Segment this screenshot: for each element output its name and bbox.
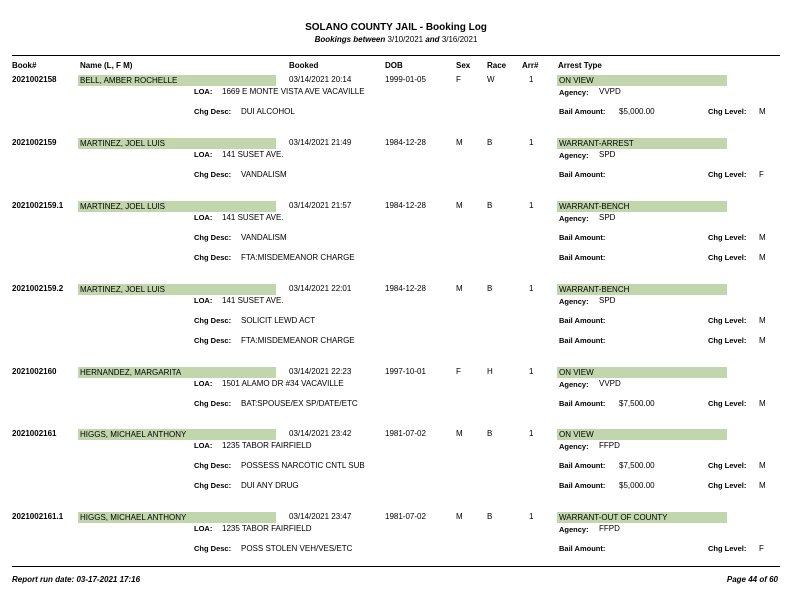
inmate-name: HERNANDEZ, MARGARITA — [78, 367, 276, 378]
col-header-race: Race — [487, 61, 507, 70]
report-subtitle — [0, 35, 792, 44]
bail-amount-label: Bail Amount: — [559, 461, 606, 470]
subtitle-prefix: Bookings between — [314, 35, 386, 44]
date-of-birth: 1984-12-28 — [385, 138, 426, 147]
date-of-birth: 1981-07-02 — [385, 429, 426, 438]
arrest-count: 1 — [529, 429, 534, 438]
date-of-birth: 1999-01-05 — [385, 75, 426, 84]
chg-level-value: M — [759, 316, 766, 325]
chg-desc-label: Chg Desc: — [194, 399, 232, 408]
booking-number: 2021002158 — [12, 75, 57, 84]
booked-datetime: 03/14/2021 23:47 — [289, 512, 352, 521]
agency-label: Agency: — [559, 442, 589, 451]
chg-desc-value: VANDALISM — [241, 233, 287, 242]
date-of-birth: 1984-12-28 — [385, 284, 426, 293]
footer-rule — [12, 566, 780, 567]
chg-desc-label: Chg Desc: — [194, 461, 232, 470]
agency-label: Agency: — [559, 380, 589, 389]
booked-datetime: 03/14/2021 22:01 — [289, 284, 352, 293]
booking-number: 2021002159.2 — [12, 284, 64, 293]
agency-value: SPD — [599, 296, 616, 305]
chg-desc-value: POSSESS NARCOTIC CNTL SUB — [241, 461, 365, 470]
date-of-birth: 1997-10-01 — [385, 367, 426, 376]
subtitle-and: and — [425, 35, 440, 44]
inmate-name: MARTINEZ, JOEL LUIS — [78, 284, 276, 295]
booked-datetime: 03/14/2021 21:49 — [289, 138, 352, 147]
agency-label: Agency: — [559, 151, 589, 160]
race: B — [487, 138, 493, 147]
chg-desc-value: BAT:SPOUSE/EX SP/DATE/ETC — [241, 399, 358, 408]
sex: M — [456, 201, 463, 210]
inmate-name: BELL, AMBER ROCHELLE — [78, 75, 276, 86]
agency-value: FFPD — [599, 441, 620, 450]
loa-label: LOA: — [194, 379, 213, 388]
arrest-type: WARRANT-BENCH — [557, 284, 727, 295]
agency-value: VVPD — [599, 379, 621, 388]
booked-datetime: 03/14/2021 20:14 — [289, 75, 352, 84]
chg-level-value: M — [759, 336, 766, 345]
arrest-type: ON VIEW — [557, 75, 727, 86]
booking-number: 2021002159 — [12, 138, 57, 147]
col-header-booked: Booked — [289, 61, 319, 70]
race: B — [487, 429, 493, 438]
chg-desc-label: Chg Desc: — [194, 170, 232, 179]
chg-desc-value: DUI ALCOHOL — [241, 107, 295, 116]
agency-label: Agency: — [559, 525, 589, 534]
chg-level-label: Chg Level: — [708, 461, 747, 470]
bail-amount-label: Bail Amount: — [559, 107, 606, 116]
race: B — [487, 201, 493, 210]
loa-value: 141 SUSET AVE. — [222, 213, 284, 222]
inmate-name: MARTINEZ, JOEL LUIS — [78, 201, 276, 212]
chg-level-label: Chg Level: — [708, 233, 747, 242]
bail-amount-label: Bail Amount: — [559, 233, 606, 242]
arrest-type: ON VIEW — [557, 429, 727, 440]
page-number: Page 44 of 60 — [726, 575, 778, 584]
agency-label: Agency: — [559, 297, 589, 306]
chg-level-value: M — [759, 253, 766, 262]
race: B — [487, 284, 493, 293]
chg-desc-label: Chg Desc: — [194, 107, 232, 116]
chg-level-value: F — [759, 170, 764, 179]
loa-label: LOA: — [194, 213, 213, 222]
chg-level-value: M — [759, 233, 766, 242]
sex: F — [456, 75, 461, 84]
report-title: SOLANO COUNTY JAIL - Booking Log — [305, 22, 487, 33]
report-run-date: Report run date: 03-17-2021 17:16 — [12, 575, 141, 584]
bail-amount-label: Bail Amount: — [559, 170, 606, 179]
arrest-count: 1 — [529, 201, 534, 210]
race: B — [487, 512, 493, 521]
sex: F — [456, 367, 461, 376]
chg-level-label: Chg Level: — [708, 107, 747, 116]
chg-level-label: Chg Level: — [708, 253, 747, 262]
sex: M — [456, 429, 463, 438]
bail-amount-label: Bail Amount: — [559, 336, 606, 345]
chg-desc-label: Chg Desc: — [194, 316, 232, 325]
sex: M — [456, 284, 463, 293]
chg-level-label: Chg Level: — [708, 481, 747, 490]
bail-amount-value: $5,000.00 — [619, 481, 655, 490]
agency-value: FFPD — [599, 524, 620, 533]
booked-datetime: 03/14/2021 22:23 — [289, 367, 352, 376]
chg-level-label: Chg Level: — [708, 399, 747, 408]
loa-label: LOA: — [194, 150, 213, 159]
col-header-arrest-type: Arrest Type — [558, 61, 602, 70]
header-top-rule — [12, 55, 780, 56]
loa-label: LOA: — [194, 524, 213, 533]
booking-number: 2021002161 — [12, 429, 57, 438]
inmate-name: MARTINEZ, JOEL LUIS — [78, 138, 276, 149]
chg-level-value: M — [759, 107, 766, 116]
chg-desc-label: Chg Desc: — [194, 336, 232, 345]
chg-level-label: Chg Level: — [708, 170, 747, 179]
chg-level-value: M — [759, 461, 766, 470]
col-header-sex: Sex — [456, 61, 471, 70]
agency-label: Agency: — [559, 88, 589, 97]
chg-desc-value: DUI ANY DRUG — [241, 481, 299, 490]
chg-desc-value: FTA:MISDEMEANOR CHARGE — [241, 253, 355, 262]
loa-value: 1501 ALAMO DR #34 VACAVILLE — [222, 379, 344, 388]
sex: M — [456, 512, 463, 521]
loa-label: LOA: — [194, 296, 213, 305]
loa-value: 141 SUSET AVE. — [222, 150, 284, 159]
chg-desc-value: VANDALISM — [241, 170, 287, 179]
col-header-arr: Arr# — [522, 61, 539, 70]
arrest-count: 1 — [529, 367, 534, 376]
chg-level-value: F — [759, 544, 764, 553]
arrest-type: WARRANT-BENCH — [557, 201, 727, 212]
chg-desc-value: POSS STOLEN VEH/VES/ETC — [241, 544, 353, 553]
loa-label: LOA: — [194, 441, 213, 450]
bail-amount-label: Bail Amount: — [559, 481, 606, 490]
chg-level-label: Chg Level: — [708, 336, 747, 345]
loa-value: 141 SUSET AVE. — [222, 296, 284, 305]
booked-datetime: 03/14/2021 23:42 — [289, 429, 352, 438]
chg-desc-value: SOLICIT LEWD ACT — [241, 316, 316, 325]
chg-desc-label: Chg Desc: — [194, 233, 232, 242]
agency-value: SPD — [599, 213, 616, 222]
col-header-name: Name (L, F M) — [80, 61, 133, 70]
arrest-count: 1 — [529, 138, 534, 147]
col-header-book: Book# — [12, 61, 37, 70]
loa-value: 1235 TABOR FAIRFIELD — [222, 524, 312, 533]
bail-amount-label: Bail Amount: — [559, 399, 606, 408]
chg-level-value: M — [759, 399, 766, 408]
bail-amount-label: Bail Amount: — [559, 253, 606, 262]
race: W — [487, 75, 495, 84]
chg-desc-label: Chg Desc: — [194, 544, 232, 553]
agency-label: Agency: — [559, 214, 589, 223]
inmate-name: HIGGS, MICHAEL ANTHONY — [78, 512, 276, 523]
booking-number: 2021002161.1 — [12, 512, 64, 521]
date-of-birth: 1984-12-28 — [385, 201, 426, 210]
chg-desc-label: Chg Desc: — [194, 481, 232, 490]
chg-level-value: M — [759, 481, 766, 490]
chg-level-label: Chg Level: — [708, 544, 747, 553]
arrest-count: 1 — [529, 75, 534, 84]
col-header-dob: DOB — [385, 61, 403, 70]
bail-amount-value: $5,000.00 — [619, 107, 655, 116]
arrest-type: WARRANT-ARREST — [557, 138, 727, 149]
arrest-count: 1 — [529, 284, 534, 293]
loa-label: LOA: — [194, 87, 213, 96]
date-from: 3/10/2021 — [387, 35, 424, 44]
date-of-birth: 1981-07-02 — [385, 512, 426, 521]
bail-amount-label: Bail Amount: — [559, 544, 606, 553]
inmate-name: HIGGS, MICHAEL ANTHONY — [78, 429, 276, 440]
booking-number: 2021002160 — [12, 367, 57, 376]
arrest-type: WARRANT-OUT OF COUNTY — [557, 512, 727, 523]
arrest-count: 1 — [529, 512, 534, 521]
loa-value: 1235 TABOR FAIRFIELD — [222, 441, 312, 450]
loa-value: 1669 E MONTE VISTA AVE VACAVILLE — [222, 87, 365, 96]
chg-desc-value: FTA:MISDEMEANOR CHARGE — [241, 336, 355, 345]
agency-value: SPD — [599, 150, 616, 159]
date-to: 3/16/2021 — [441, 35, 478, 44]
booked-datetime: 03/14/2021 21:57 — [289, 201, 352, 210]
sex: M — [456, 138, 463, 147]
booking-number: 2021002159.1 — [12, 201, 64, 210]
race: H — [487, 367, 493, 376]
bail-amount-value: $7,500.00 — [619, 461, 655, 470]
bail-amount-label: Bail Amount: — [559, 316, 606, 325]
chg-level-label: Chg Level: — [708, 316, 747, 325]
agency-value: VVPD — [599, 87, 621, 96]
bail-amount-value: $7,500.00 — [619, 399, 655, 408]
arrest-type: ON VIEW — [557, 367, 727, 378]
chg-desc-label: Chg Desc: — [194, 253, 232, 262]
